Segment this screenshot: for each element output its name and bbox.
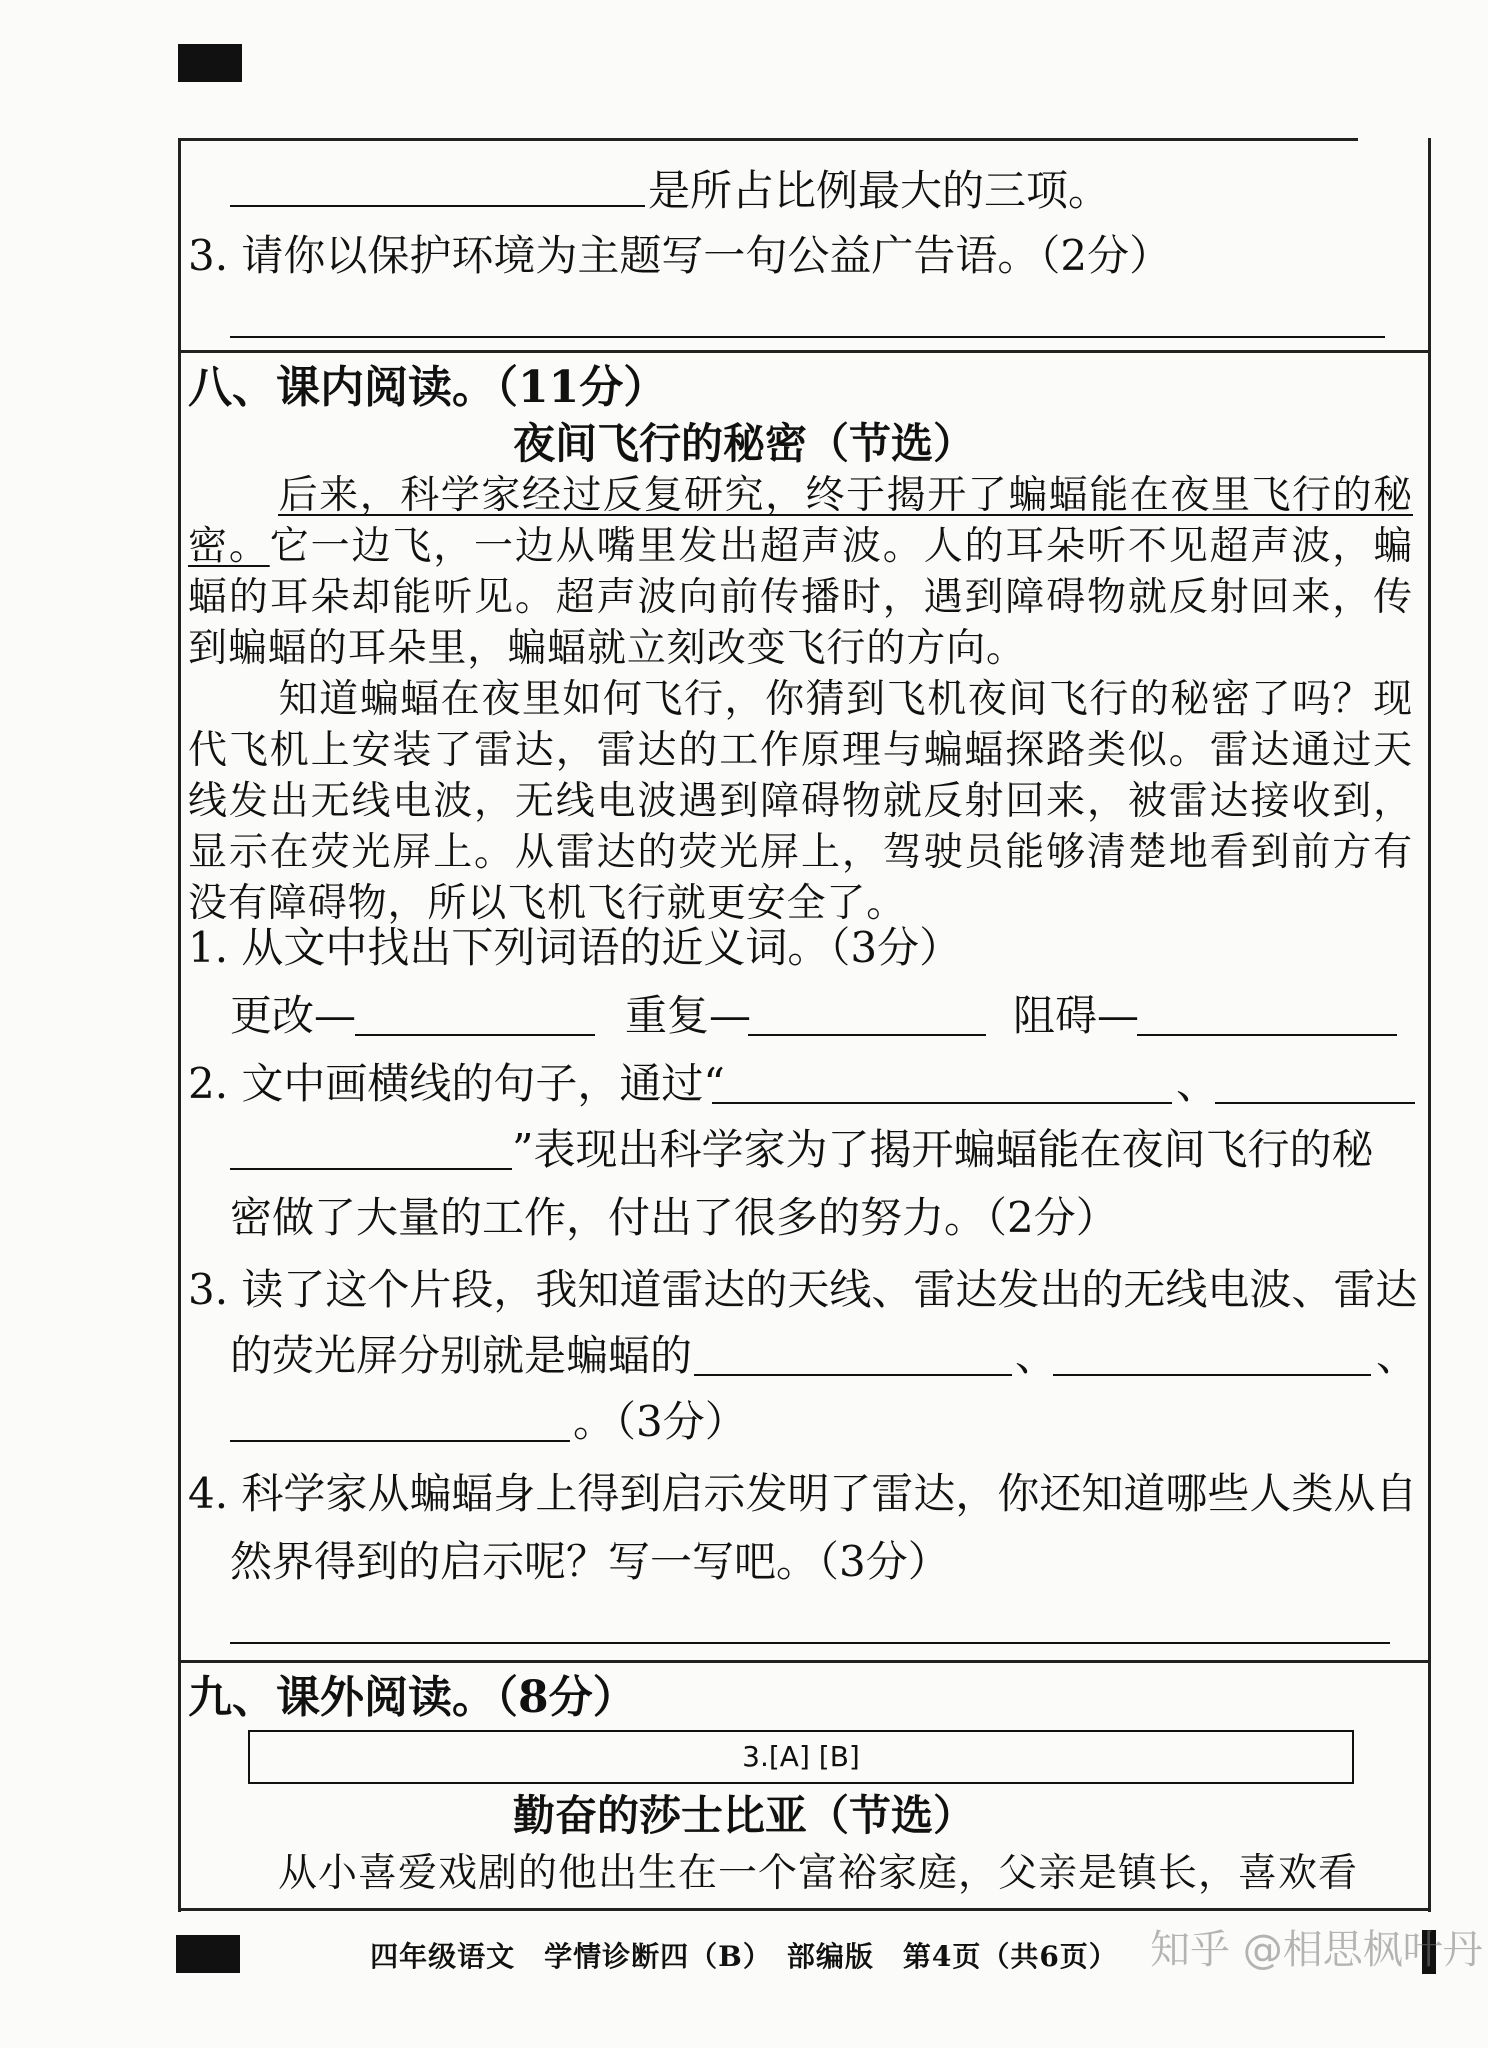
q8-question-4-a: 4. 科学家从蝙蝠身上得到启示发明了雷达，你还知道哪些人类从自	[188, 1469, 1418, 1518]
synonym-label-3: 阻碍—	[1013, 991, 1140, 1040]
registration-mark-top	[178, 44, 242, 82]
q3-separator-2: 、	[1376, 1331, 1419, 1380]
paragraph-1-rest: 它一边飞，一边从嘴里发出超声波。人的耳朵听不见超声波，蝙蝠的耳朵却能听见。超声波向前传播时，遇到障碍物就反射回来，传到蝙蝠的耳朵里，蝙蝠就立刻改变飞行的方向。	[188, 524, 1413, 671]
answer-choice-box[interactable]: 3.[A] [B]	[248, 1730, 1354, 1784]
q8-question-4-b: 然界得到的启示呢？写一写吧。（3分）	[230, 1537, 950, 1586]
q2-blank-2[interactable]	[1215, 1102, 1415, 1104]
q7-question-3: 3. 请你以保护环境为主题写一句公益广告语。（2分）	[188, 231, 1172, 280]
section-8-heading: 八、课内阅读。（11分）	[188, 362, 668, 413]
synonym-blank-2[interactable]	[748, 1034, 986, 1036]
q8-question-3-end: 。（3分）	[573, 1397, 747, 1446]
passage-2-paragraph-1: 从小喜爱戏剧的他出生在一个富裕家庭，父亲是镇长，喜欢看	[278, 1851, 1359, 1896]
passage-title-2: 勤奋的莎士比亚（节选）	[512, 1791, 975, 1840]
synonym-label-2: 重复—	[625, 991, 752, 1040]
passage-paragraph-2	[188, 674, 1413, 929]
q3-blank-3[interactable]	[230, 1440, 570, 1442]
paragraph-2-text: 知道蝙蝠在夜里如何飞行，你猜到飞机夜间飞行的秘密了吗？现代飞机上安装了雷达，雷达的工作原理与蝙蝠探路类似。雷达通过天线发出无线电波，无线电波遇到障碍物就反射回来，被雷达接收到，显示在荧光屏上。从雷达的荧光屏上，驾驶员能够清楚地看到前方有没有障碍物，所以飞机飞行就更安全了。	[188, 677, 1413, 926]
underlined-sentence: 后来，科学家经过反复研究，终于揭开了蝙蝠能在夜里飞行的秘密。	[188, 473, 1413, 569]
synonym-blank-1[interactable]	[355, 1034, 595, 1036]
q8-question-2-mid: ”表现出科学家为了揭开蝙蝠能在夜间飞行的秘	[512, 1125, 1374, 1174]
frame-top-rule	[178, 138, 1358, 141]
passage-title: 夜间飞行的秘密（节选）	[512, 419, 975, 468]
page-footer: 四年级语文 学情诊断四（B） 部编版 第4页（共6页）	[370, 1940, 1118, 1973]
q2-separator: 、	[1176, 1059, 1219, 1108]
synonym-label-1: 更改—	[230, 991, 357, 1040]
frame-bottom-rule	[178, 1908, 1428, 1911]
q2-blank-3[interactable]	[230, 1168, 512, 1170]
passage-paragraph-1	[188, 470, 1413, 674]
q7-line-tail: 是所占比例最大的三项。	[648, 166, 1111, 215]
q3-separator-1: 、	[1015, 1331, 1058, 1380]
section-divider-8	[178, 350, 1428, 353]
q8-question-2-start: 2. 文中画横线的句子，通过“	[188, 1059, 725, 1108]
synonym-blank-3[interactable]	[1137, 1034, 1397, 1036]
q8-question-3-b: 的荧光屏分别就是蝙蝠的	[230, 1331, 693, 1380]
q3-blank-1[interactable]	[694, 1374, 1012, 1376]
q2-blank-1[interactable]	[712, 1102, 1172, 1104]
q8-question-2-end: 密做了大量的工作，付出了很多的努力。（2分）	[230, 1193, 1118, 1242]
q3-blank-2[interactable]	[1053, 1374, 1371, 1376]
answer-line[interactable]	[230, 336, 1385, 338]
section-divider-9	[178, 1660, 1428, 1663]
section-9-heading: 九、课外阅读。（8分）	[188, 1672, 637, 1723]
q8-question-3-a: 3. 读了这个片段，我知道雷达的天线、雷达发出的无线电波、雷达	[188, 1265, 1418, 1314]
q4-answer-line[interactable]	[230, 1642, 1390, 1644]
q8-question-1: 1. 从文中找出下列词语的近义词。（3分）	[188, 923, 962, 972]
watermark: 知乎 @相思枫叶丹	[1150, 1927, 1483, 1973]
answer-blank[interactable]	[230, 205, 645, 207]
